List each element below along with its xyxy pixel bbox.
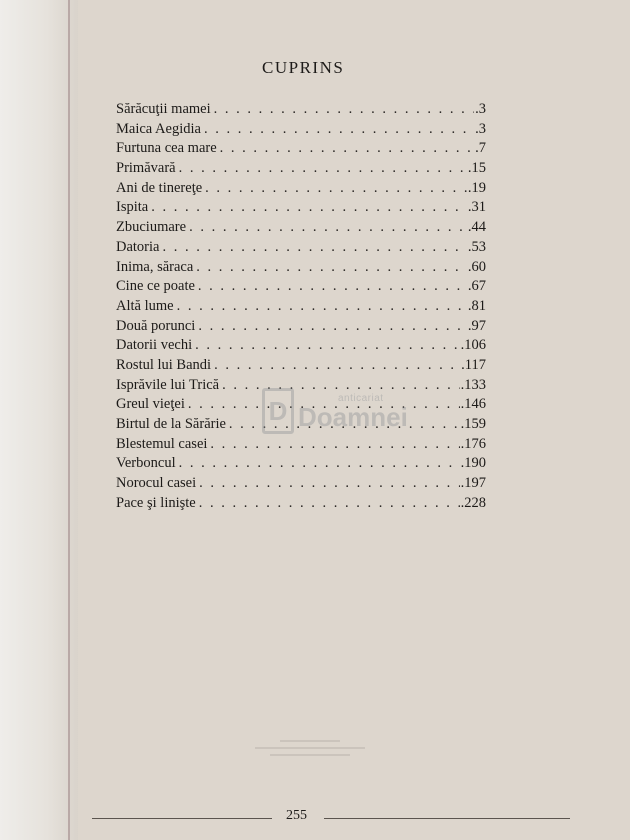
toc-entry [116,278,486,298]
toc-leader-dots [205,180,467,197]
toc-entry [116,455,486,475]
toc-entry-page: .7 [475,140,486,157]
toc-entry-title: Cine ce poate [116,278,195,295]
toc-entry-title: Ani de tinereţe [116,179,203,196]
toc-entry [116,219,486,239]
toc-entry [116,318,486,338]
toc-entry [116,436,486,456]
toc-leader-dots [199,495,460,512]
toc-entry-title: Blestemul casei [116,435,208,452]
table-of-contents [116,101,486,514]
toc-entry-title: Greul vieţei [116,396,185,413]
toc-leader-dots [199,475,460,492]
toc-entry [116,495,486,515]
toc-leader-dots [204,121,474,138]
previous-page-edge [0,0,78,840]
toc-entry [116,337,486,357]
toc-entry-title: Birtul de la Sărărie [116,416,226,432]
toc-entry-title: Ispita [116,199,149,216]
toc-entry-page: .146 [460,396,486,413]
page-title: CUPRINS [262,58,345,77]
show-through-text [245,735,375,765]
toc-leader-dots [214,357,460,374]
toc-entry-page: .190 [460,455,486,472]
toc-entry-page: .81 [467,297,486,314]
toc-entry-title: Norocul casei [116,475,197,492]
toc-entry-page: .106 [460,337,486,354]
toc-leader-dots [151,199,467,216]
toc-entry [116,101,486,121]
toc-leader-dots [214,101,475,118]
toc-entry-title: Primăvară [116,160,176,177]
toc-entry-page: .159 [460,416,486,432]
watermark-line1: anticariat [338,392,384,404]
toc-entry [116,199,486,219]
toc-leader-dots [220,140,474,157]
toc-entry-page: .44 [467,219,486,236]
toc-entry-title: Maica Aegidia [116,120,201,137]
toc-entry-page: .133 [460,376,486,393]
toc-entry-page: .60 [467,258,486,275]
toc-entry-page: .3 [475,101,486,117]
toc-entry [116,357,486,377]
footer-rule-left [92,818,272,819]
toc-entry-page: .19 [467,179,486,196]
toc-entry-title: Pace şi linişte [116,494,196,511]
toc-entry-page: .15 [467,160,486,177]
toc-entry-title: Isprăvile lui Trică [116,376,220,393]
toc-entry-title: Sărăcuţii mamei [116,101,211,117]
toc-leader-dots [162,239,466,256]
toc-entry-page: .228 [460,494,486,511]
toc-entry-page: .31 [467,199,486,216]
toc-entry-title: Inima, săraca [116,258,194,275]
watermark-line2: Doamnei [298,401,408,432]
toc-entry-title: Două porunci [116,317,196,334]
toc-entry-page: .97 [467,317,486,334]
toc-entry-page: .176 [460,435,486,452]
watermark [262,388,408,434]
binding-line [68,0,70,840]
toc-entry-title: Altă lume [116,297,174,314]
toc-entry [116,259,486,279]
toc-leader-dots [196,259,467,276]
toc-entry-page: .53 [467,238,486,255]
toc-leader-dots [189,219,467,236]
toc-entry-page: .3 [475,120,486,137]
toc-entry-page: .197 [460,475,486,492]
toc-entry-page: .67 [467,278,486,295]
toc-leader-dots [198,318,467,335]
toc-entry [116,180,486,200]
footer-rule-right [324,818,570,819]
toc-entry [116,140,486,160]
page-number: 255 [286,808,307,823]
watermark-logo-icon: D [262,388,294,434]
toc-leader-dots [179,160,467,177]
toc-leader-dots [195,337,460,354]
toc-leader-dots [179,455,460,472]
toc-entry-title: Furtuna cea mare [116,140,217,157]
toc-entry-title: Datorii vechi [116,337,193,354]
toc-leader-dots [177,298,467,315]
toc-entry-title: Zbuciumare [116,219,187,236]
toc-entry [116,160,486,180]
toc-leader-dots [210,436,459,453]
toc-entry [116,298,486,318]
toc-entry [116,239,486,259]
toc-entry-title: Rostul lui Bandi [116,356,212,373]
toc-entry [116,475,486,495]
toc-leader-dots [198,278,467,295]
toc-entry [116,121,486,141]
toc-entry-title: Verboncul [116,455,176,472]
toc-entry-page: .117 [461,356,486,373]
toc-entry-title: Datoria [116,238,160,255]
